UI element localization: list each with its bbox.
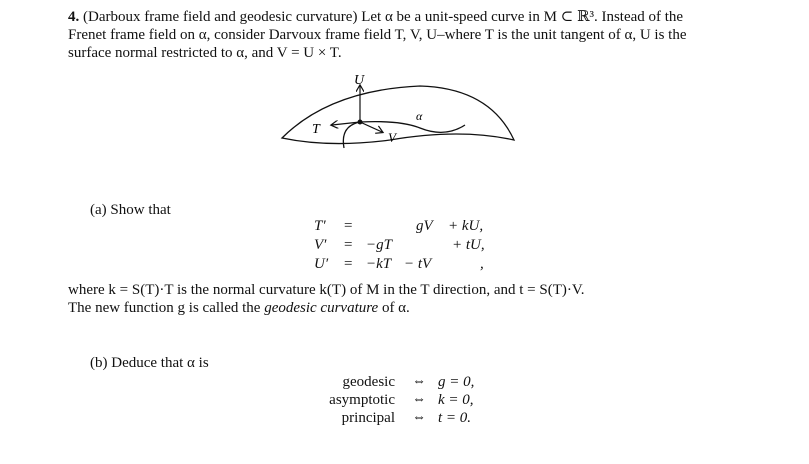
part-a-label: (a) Show that bbox=[90, 202, 171, 218]
iff-arrow-2: ⇔ bbox=[412, 392, 426, 407]
eq1-col3: + kU, bbox=[448, 218, 484, 234]
curve-alpha bbox=[343, 122, 465, 148]
figure-label-alpha: α bbox=[416, 109, 423, 123]
eq1-lhs: T′ bbox=[314, 218, 326, 234]
eq2-col1: −gT bbox=[366, 237, 392, 253]
figure-label-T: T bbox=[312, 122, 320, 137]
problem-intro-line-3: surface normal restricted to α, and V = U × T. bbox=[68, 45, 342, 61]
problem-statement bbox=[68, 8, 740, 62]
eq3-col1: −kT bbox=[366, 256, 392, 272]
eq3-col3: , bbox=[480, 256, 484, 272]
cond-asymptotic: k = 0, bbox=[438, 392, 474, 408]
V-vector-arrow bbox=[360, 122, 382, 132]
where-line-2 bbox=[68, 300, 410, 317]
part-b-label: (b) Deduce that α is bbox=[90, 355, 209, 371]
geodesic-curvature-term: geodesic curvature bbox=[264, 300, 379, 316]
figure-label-U: U bbox=[354, 73, 365, 88]
problem-line-1 bbox=[68, 8, 740, 26]
problem-intro-line-2: Frenet frame field on α, consider Darvoux frame field T, V, U–where T is the unit tangent of α, U is the bbox=[68, 27, 687, 43]
eq2-rel: = bbox=[344, 237, 353, 253]
problem-number: 4. bbox=[68, 9, 80, 25]
eq1-col2: gV bbox=[416, 218, 433, 234]
where-line-2-post: of α. bbox=[378, 300, 410, 316]
darboux-frame-figure bbox=[270, 70, 530, 180]
eq2-lhs: V′ bbox=[314, 237, 327, 253]
where-line-2-pre: The new function g is called the bbox=[68, 300, 265, 316]
eq2-col3: + tU, bbox=[452, 237, 485, 253]
term-geodesic: geodesic bbox=[342, 374, 395, 390]
where-line-1: where k = S(T)·T is the normal curvature k(T) of M in the T direction, and t = S(T)·V. bbox=[68, 282, 585, 298]
iff-arrow-1: ⇔ bbox=[412, 374, 426, 389]
cond-principal: t = 0. bbox=[438, 410, 472, 426]
eq3-lhs: U′ bbox=[314, 256, 329, 272]
cond-geodesic: g = 0, bbox=[438, 374, 475, 390]
term-asymptotic: asymptotic bbox=[329, 392, 395, 408]
eq1-rel: = bbox=[344, 218, 353, 234]
figure-label-V: V bbox=[388, 130, 396, 145]
iff-arrow-3: ⇔ bbox=[412, 410, 426, 425]
problem-intro-line-1: (Darboux frame field and geodesic curvature) Let α be a unit-speed curve in M ⊂ ℝ³. Instead of the bbox=[83, 9, 684, 25]
eq3-col2: − tV bbox=[404, 256, 432, 272]
eq3-rel: = bbox=[344, 256, 353, 272]
term-principal: principal bbox=[341, 410, 395, 426]
